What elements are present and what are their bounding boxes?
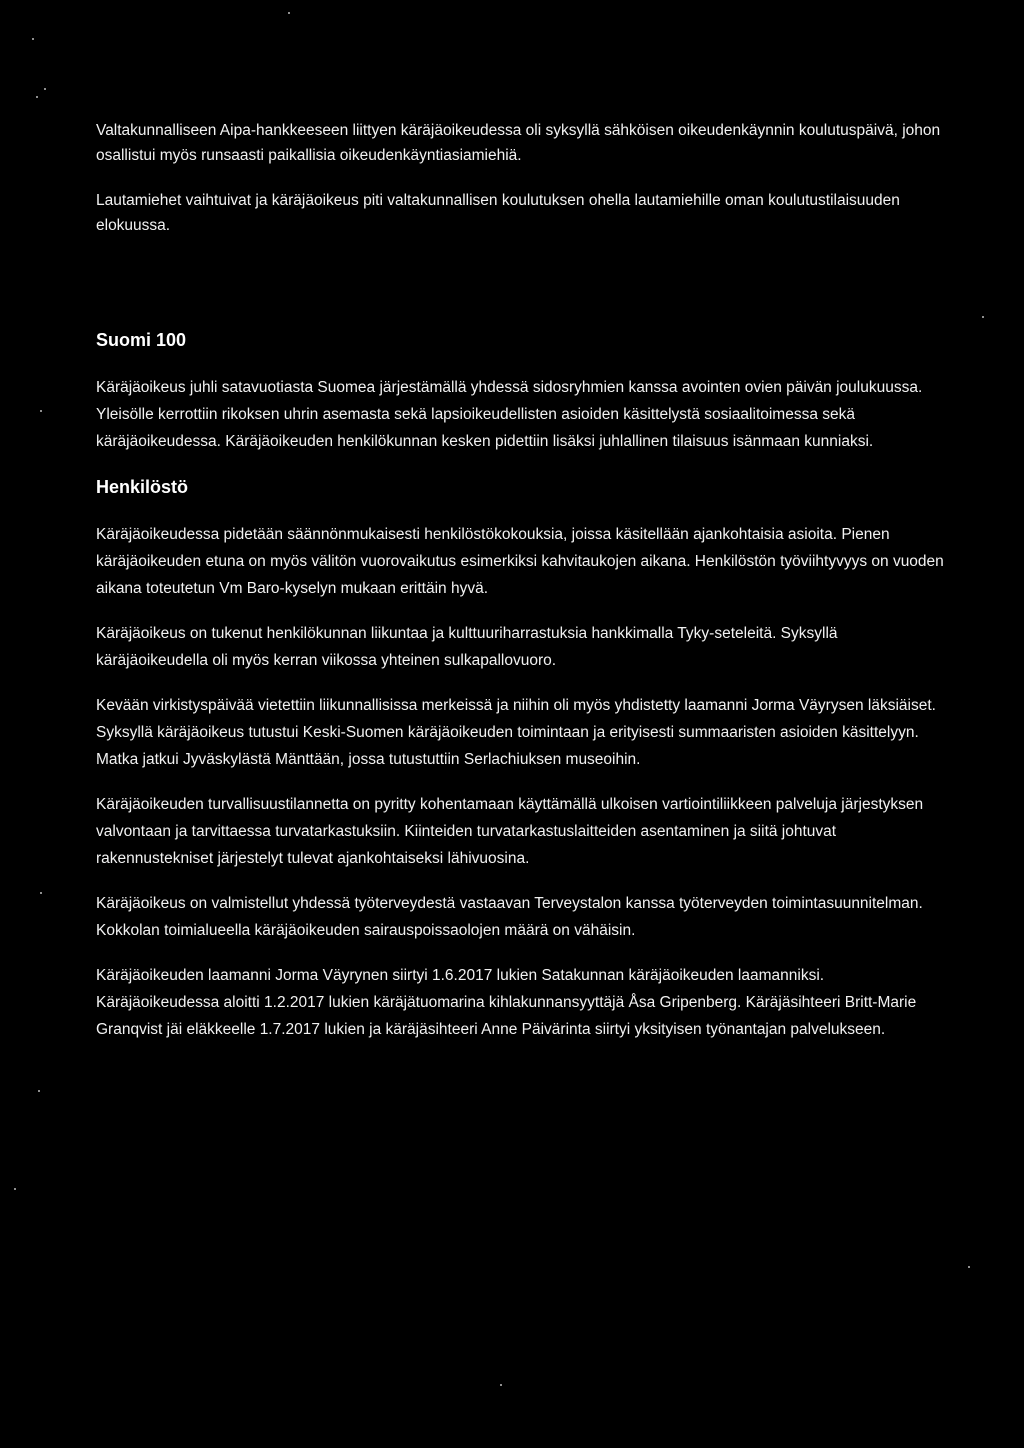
section-heading: Henkilöstö [96,477,189,497]
section-henkilosto [96,473,946,1043]
scan-speck [500,1384,502,1386]
scan-speck [968,1266,970,1268]
scan-speck [32,38,34,40]
document-body [96,326,946,1061]
section-heading: Suomi 100 [96,330,187,350]
intro-paragraph: Lautamiehet vaihtuivat ja käräjäoikeus piti valtakunnallisen koulutuksen ohella lautamiehille oman koulutustilaisuuden elokuussa. [96,192,900,234]
intro-text [96,118,956,258]
scan-speck [44,88,46,90]
body-paragraph: Käräjäoikeus on tukenut henkilökunnan liikuntaa ja kulttuuriharrastuksia hankkimalla Tyky-seteleitä. Syksyllä käräjäoikeudella oli myös kerran viikossa yhteinen sulkapallovuoro. [96,625,838,669]
scan-speck [38,1090,40,1092]
scan-speck [40,410,42,412]
scan-speck [14,1188,16,1190]
body-paragraph: Käräjäoikeus on valmistellut yhdessä työterveydestä vastaavan Terveystalon kanssa työterveyden toimintasuunnitelman. Kokkolan toimialueella käräjäoikeuden sairauspoissaolojen määrä on vähäisin. [96,895,923,939]
section-suomi-100 [96,326,946,455]
body-paragraph: Käräjäoikeuden turvallisuustilannetta on pyritty kohentamaan käyttämällä ulkoisen vartiointiliikkeen palveluja järjestyksen valvontaan ja tarvittaessa turvatarkastuksiin. Kiinteiden turvatarkastuslaitteiden asentaminen ja siitä johtuvat rakennustekniset järjestelyt tulevat ajankohtaiseksi lähivuosina. [96,796,924,867]
body-paragraph: Kevään virkistyspäivää vietettiin liikunnallisissa merkeissä ja niihin oli myös yhdistetty laamanni Jorma Väyrysen läksiäiset. Syksyllä käräjäoikeus tutustui Keski-Suomen käräjäoikeuden toimintaan ja erityisesti summaaristen asioiden käsittelyyn. Matka jatkui Jyväskylästä Mänttään, jossa tutustuttiin Serlachiuksen museoihin. [96,697,936,768]
body-paragraph: Käräjäoikeus juhli satavuotiasta Suomea järjestämällä yhdessä sidosryhmien kanssa avointen ovien päivän joulukuussa. Yleisölle kerrottiin rikoksen uhrin asemasta sekä lapsioikeudellisten asioiden käsittelystä sosiaalitoimessa sekä käräjäoikeudessa. Käräjäoikeuden henkilökunnan kesken pidettiin lisäksi juhlallinen tilaisuus isänmaan kunniaksi. [96,379,923,450]
body-paragraph: Käräjäoikeudessa pidetään säännönmukaisesti henkilöstökokouksia, joissa käsitellään ajankohtaisia asioita. Pienen käräjäoikeuden etuna on myös välitön vuorovaikutus esimerkiksi kahvitaukojen aikana. Henkilöstön työviihtyvyys on vuoden aikana toteutetun Vm Baro-kyselyn mukaan erittäin hyvä. [96,526,944,597]
scan-speck [36,96,38,98]
scan-speck [982,316,984,318]
scan-speck [40,892,42,894]
body-paragraph: Käräjäoikeuden laamanni Jorma Väyrynen siirtyi 1.6.2017 lukien Satakunnan käräjäoikeuden laamanniksi. Käräjäoikeudessa aloitti 1.2.2017 lukien käräjätuomarina kihlakunnansyyttäjä Åsa Gripenberg. Käräjäsihteeri Britt-Marie Granqvist jäi eläkkeelle 1.7.2017 lukien ja käräjäsihteeri Anne Päivärinta siirtyi yksityisen työnantajan palvelukseen. [96,967,917,1038]
intro-paragraph: Valtakunnalliseen Aipa-hankkeeseen liittyen käräjäoikeudessa oli syksyllä sähköisen oikeudenkäynnin koulutuspäivä, johon osallistui myös runsaasti paikallisia oikeudenkäyntiasiamiehiä. [96,122,941,164]
scan-speck [288,12,290,14]
